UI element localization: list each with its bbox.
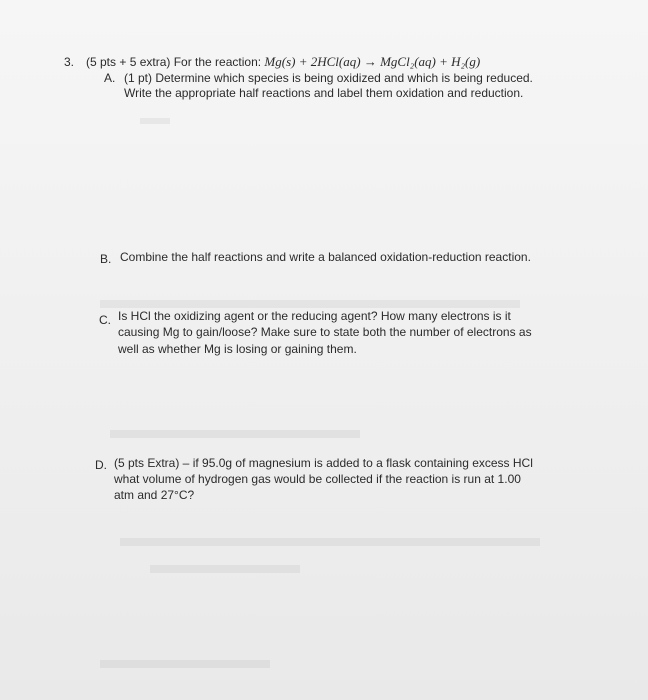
part-d-line-3: atm and 27°C?: [114, 488, 195, 502]
part-c-line-2: causing Mg to gain/loose? Make sure to state both the number of electrons as: [118, 325, 532, 339]
part-d-letter: D.: [95, 458, 107, 472]
part-a-line-1: (1 pt) Determine which species is being oxidized and which is being reduced.: [124, 71, 533, 85]
question-header-text: (5 pts + 5 extra) For the reaction:: [86, 55, 265, 69]
bleed-through-mark: [100, 660, 270, 668]
part-a-letter: A.: [104, 71, 116, 85]
part-b-line-1: Combine the half reactions and write a balanced oxidation-reduction reaction.: [120, 250, 531, 264]
bleed-through-mark: [120, 538, 540, 546]
part-b-letter: B.: [100, 252, 112, 266]
bleed-through-mark: [100, 300, 520, 308]
part-c-line-1: Is HCl the oxidizing agent or the reducing agent? How many electrons is it: [118, 309, 511, 323]
bleed-through-mark: [150, 565, 300, 573]
bleed-through-mark: [110, 430, 360, 438]
part-c-letter: C.: [99, 313, 111, 327]
part-d-line-1: (5 pts Extra) – if 95.0g of magnesium is added to a flask containing excess HCl: [114, 456, 533, 470]
bleed-through-mark: [140, 118, 170, 124]
question-number: 3.: [64, 55, 75, 69]
part-c-line-3: well as whether Mg is losing or gaining them.: [118, 342, 357, 356]
part-a-line-2: Write the appropriate half reactions and label them oxidation and reduction.: [124, 86, 524, 100]
part-d-line-2: what volume of hydrogen gas would be collected if the reaction is run at 1.00: [114, 472, 521, 486]
reaction-equation: Mg(s) + 2HCl(aq) → MgCl₂(aq) + H₂(g): [264, 54, 481, 69]
question-header: [86, 54, 480, 70]
